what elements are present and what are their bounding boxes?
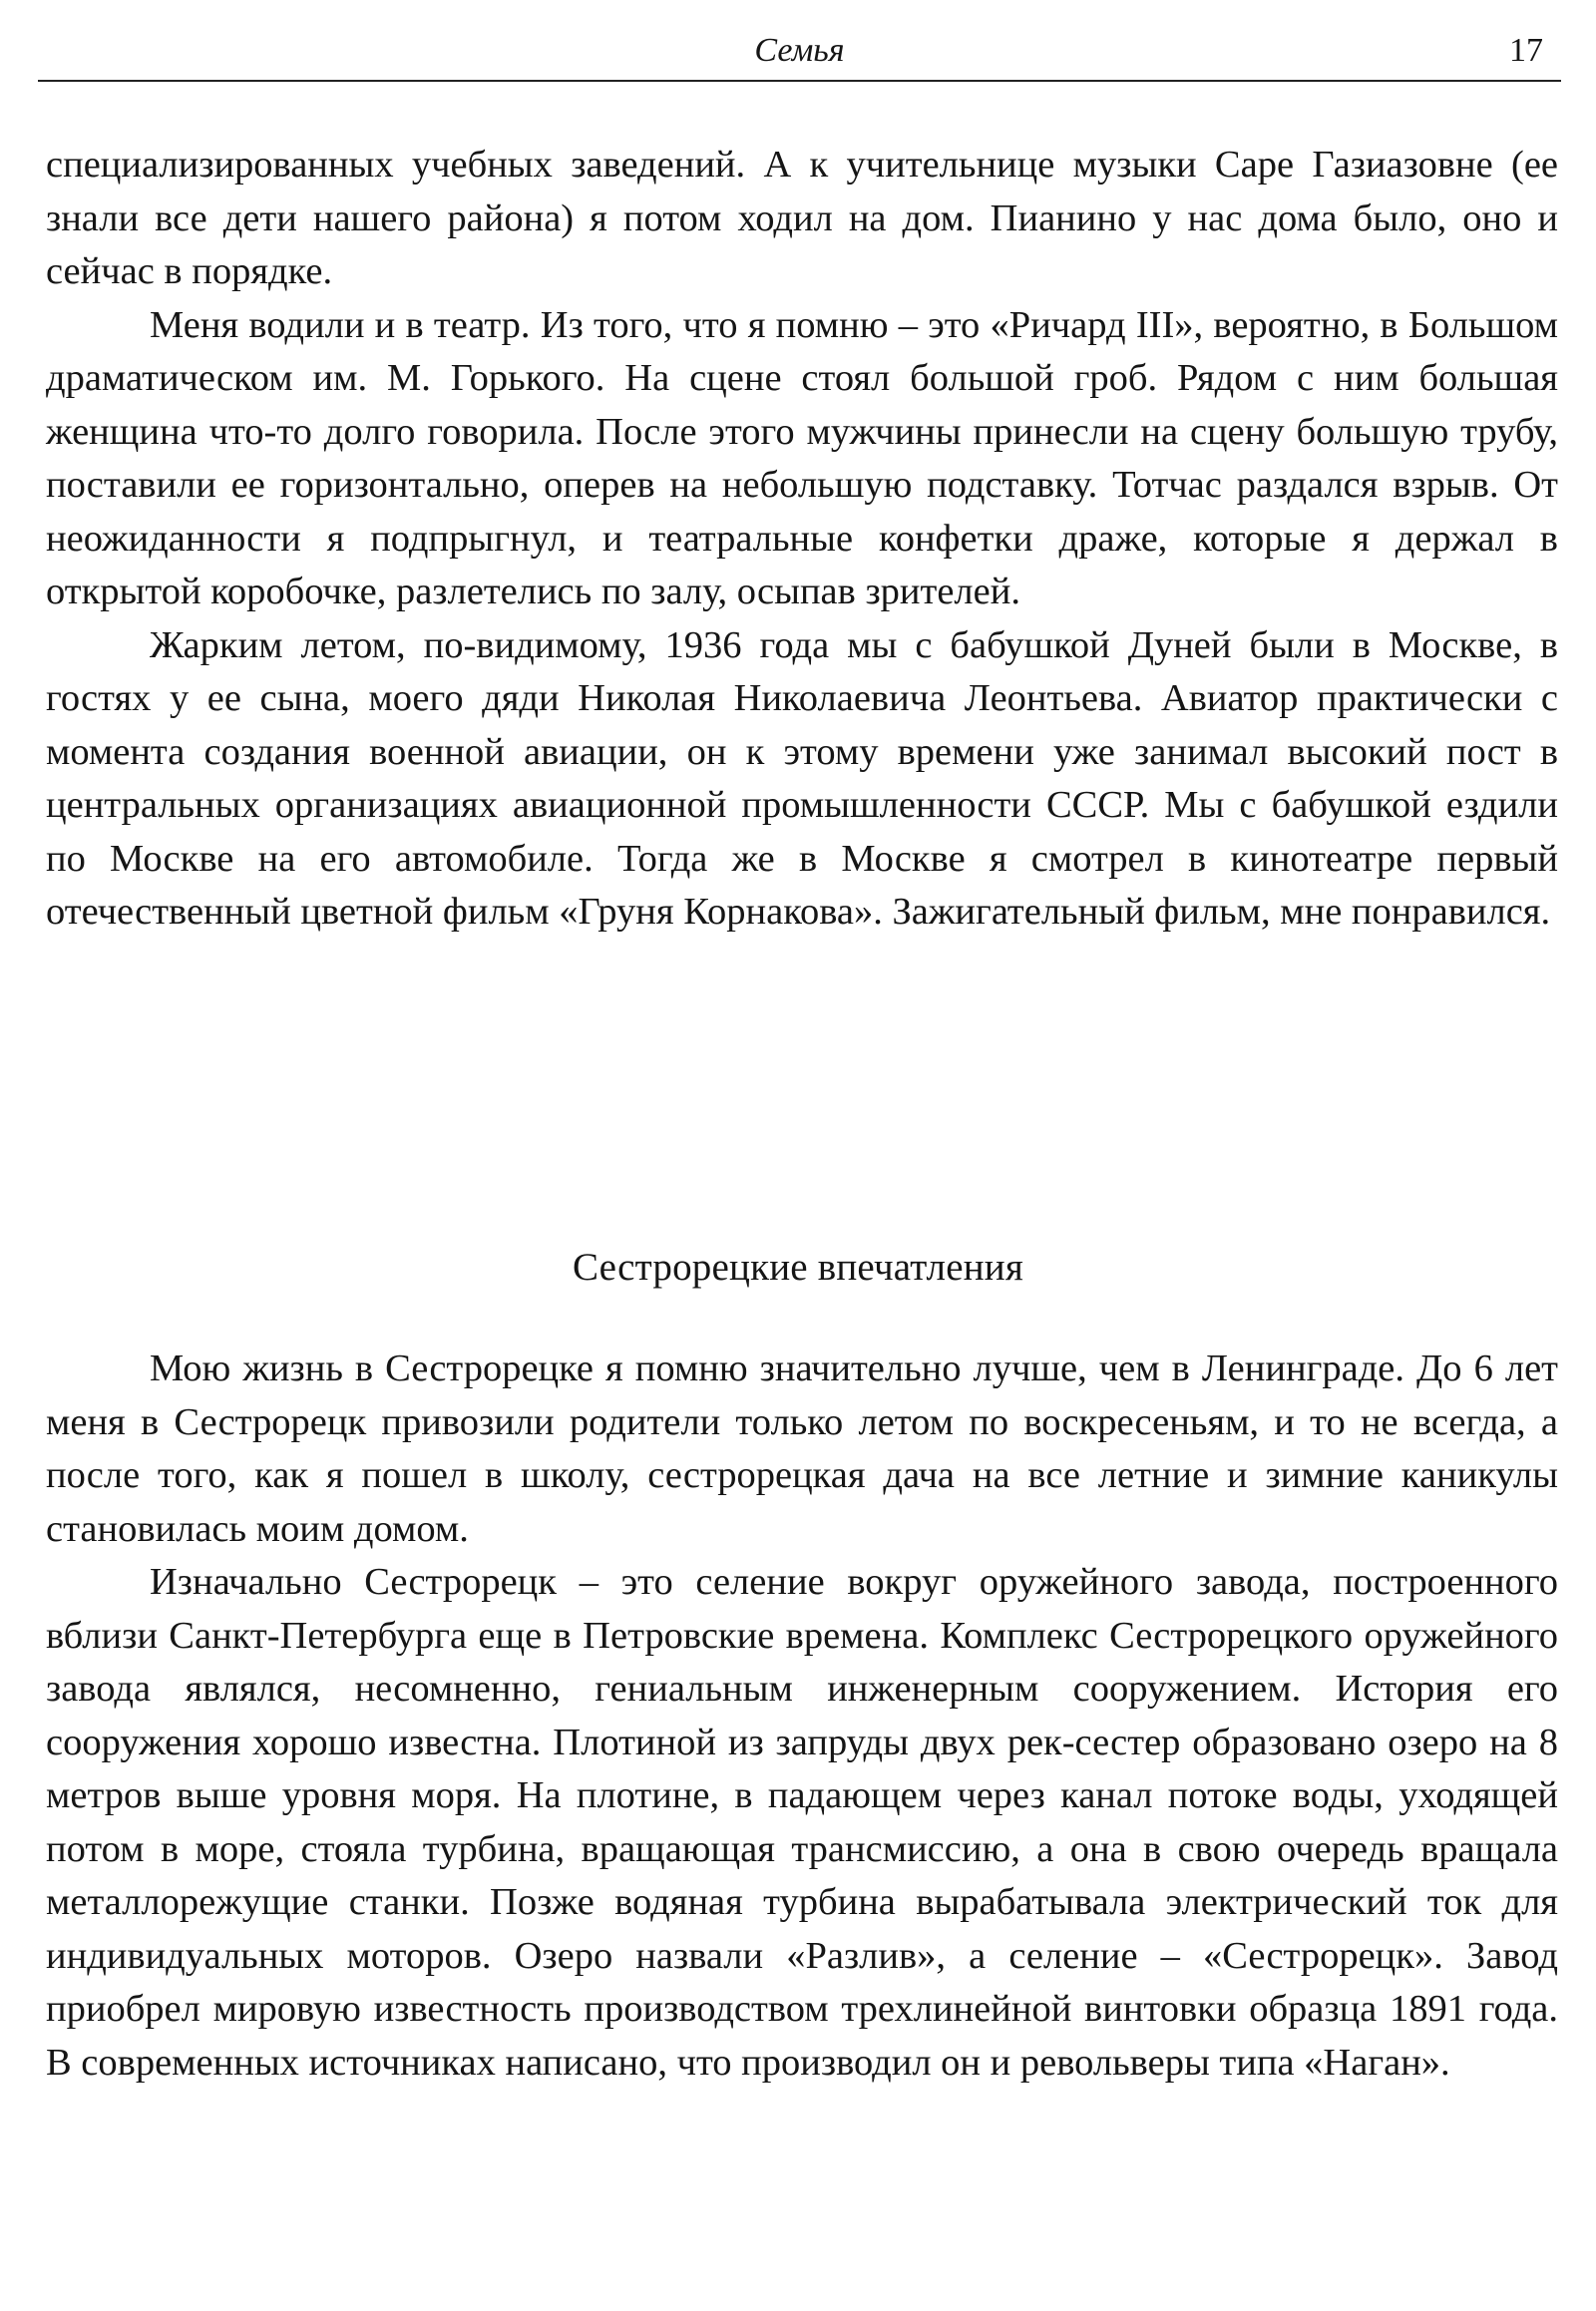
page-number: 17 — [1509, 32, 1543, 69]
paragraph-sestroretsk-history: Изначально Сестрорецк – это селение вокруг оружейного завода, построенного вблизи Санкт-Петербурга еще в Петровские времена. Комплекс Сестрорецкого оружейного завода являлся, несомненно, гениальным инженерным сооружением. История его сооружения хорошо известна. Плотиной из запруды двух рек-сестер образовано озеро на 8 метров выше уровня моря. На плотине, в падающем через канал потоке воды, уходящей потом в море, стояла турбина, вращающая трансмиссию, а она в свою очередь вращала металлорежущие станки. Позже водяная турбина вырабатывала электрический ток для индивидуальных моторов. Озеро назвали «Разлив», а селение – «Сестрорецк». Завод приобрел мировую известность производством трехлинейной винтовки образца 1891 года. В современных источниках написано, что производил он и револьверы типа «Наган». — [46, 1561, 1558, 2084]
paragraph-sestroretsk-life: Мою жизнь в Сестрорецке я помню значительно лучше, чем в Ленинграде. До 6 лет меня в Сестрорецк привозили родители только летом по воскресеньям, и то не всегда, а после того, как я пошел в школу, сестрорецкая дача на все летние и зимние каникулы становилась моим домом. — [46, 1348, 1558, 1550]
header-rule — [38, 80, 1561, 82]
running-head-title: Семья — [754, 32, 845, 69]
section-heading: Сестрорецкие впечатления — [572, 1246, 1024, 1289]
paragraph-continued: специализированных учебных заведений. А к учительнице музыки Саре Газиазовне (ее знали все дети нашего района) я потом ходил на дом. Пианино у нас дома было, оно и сейчас в порядке. — [46, 144, 1558, 292]
paragraph-moscow: Жарким летом, по-видимому, 1936 года мы с бабушкой Дуней были в Москве, в гостях у ее сына, моего дяди Николая Николаевича Леонтьева. Авиатор практически с момента создания военной авиации, он к этому времени уже занимал высокий пост в центральных организациях авиационной промышленности СССР. Мы с бабушкой ездили по Москве на его автомобиле. Тогда же в Москве я смотрел в кинотеатре первый отечественный цветной фильм «Груня Корнакова». Зажигательный фильм, мне понравился. — [46, 623, 1558, 933]
running-head — [38, 26, 1561, 76]
paragraph-theatre: Меня водили и в театр. Из того, что я помню – это «Ричард III», вероятно, в Большом драматическом им. М. Горького. На сцене стоял большой гроб. Рядом с ним большая женщина что-то долго говорила. После этого мужчины принесли на сцену большую трубу, поставили ее горизонтально, оперев на небольшую подставку. Тотчас раздался взрыв. От неожиданности я подпрыгнул, и театральные конфетки драже, которые я держал в открытой коробочке, разлетелись по залу, осыпав зрителей. — [46, 303, 1558, 612]
section-two-body — [46, 1343, 1558, 2090]
section-one-body — [46, 139, 1558, 940]
